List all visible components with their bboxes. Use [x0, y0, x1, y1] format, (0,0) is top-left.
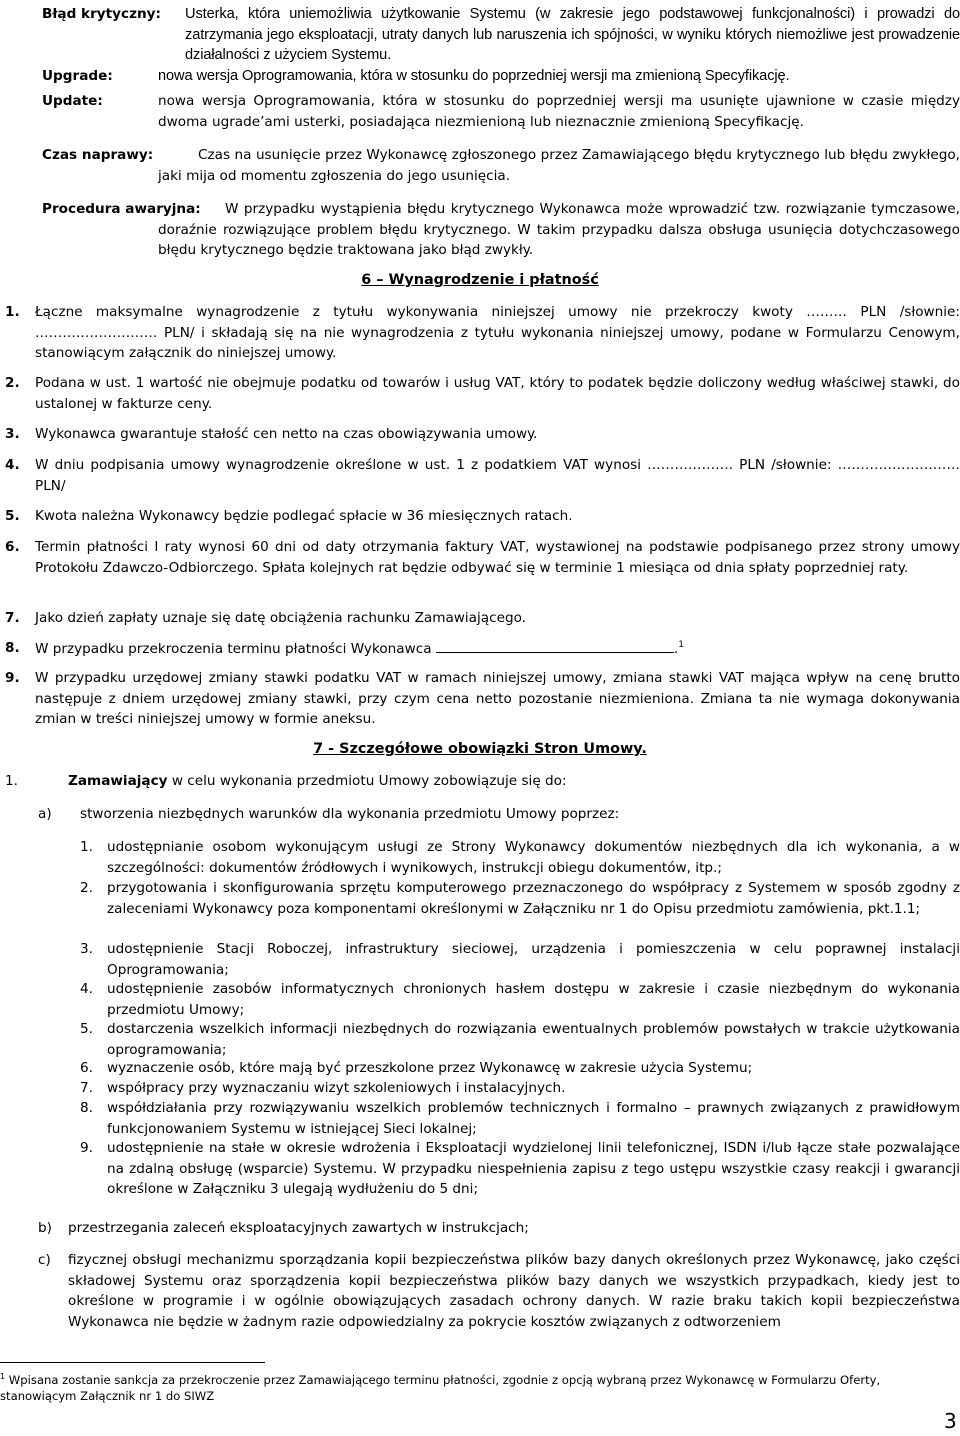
s7-sub-9-number: 9. [80, 1140, 93, 1156]
s7-sub-5-number: 5. [80, 1021, 93, 1037]
s7-sub-2-text: przygotowania i skonfigurowania sprzętu komputerowego przeznaczonego do współpracy z Systemem w sposób zgodny z zaleceniami Wykonawcy poza komponentami określonymi w Załączniku nr 1 do Opisu przedmiotu zamówienia, pkt.1.1; [107, 880, 960, 917]
s6-item-4-number: 4. [5, 457, 20, 473]
page-number: 3 [944, 1409, 957, 1433]
s7-sub-7-number: 7. [80, 1080, 93, 1096]
s6-item-8-number: 8. [5, 640, 20, 656]
s7-paragraph-1-line [68, 771, 960, 792]
s6-item-8-tail: . [673, 641, 679, 657]
footnote [0, 1372, 935, 1404]
definition-text-critical-error: Usterka, która uniemożliwia użytkowanie Systemu (w zakresie jego podstawowej funkcjonalności) i prowadzi do zatrzymania jego eksploatacji, utraty danych lub naruszenia ich spójności, w wyniku których niemożliwe jest prowadzenie działalności z użyciem Systemu. [185, 6, 960, 63]
s7-sub-5-text: dostarczenia wszelkich informacji niezbędnych do rozwiązania ewentualnych problemów powstałych w trakcie użytkowania oprogramowania; [107, 1021, 960, 1058]
s7-paragraph-1-number: 1. [5, 773, 18, 789]
s7-sub-4-text: udostępnienie zasobów informatycznych chronionych hasłem dostępu w zakresie i czasie niezbędnym do wykonania przedmiotu Umowy; [107, 981, 960, 1018]
s6-item-8-text: W przypadku przekroczenia terminu płatności Wykonawca [35, 641, 432, 657]
s6-item-3-number: 3. [5, 426, 20, 442]
s7-sub-8-number: 8. [80, 1100, 93, 1116]
definition-term-emergency-procedure: Procedura awaryjna: [42, 201, 201, 217]
s6-item-8-blank-line [436, 638, 674, 653]
s6-item-1-text: Łączne maksymalne wynagrodzenie z tytułu wykonywania niniejszej umowy nie przekroczy kwoty ……… PLN /słownie: ……………………… PLN/ i składają się na nie wynagrodzenia z tytułu wykonania niniejszej umowy, podane w Formularzu Cenowym, stanowiącym załącznik do niniejszej umowy. [35, 304, 960, 361]
s6-item-8-line [35, 638, 960, 660]
s7-a-label: a) [38, 806, 52, 822]
section-7-title: 7 - Szczegółowe obowiązki Stron Umowy. [313, 741, 647, 757]
footnote-mark: 1 [0, 1372, 6, 1381]
s7-sub-7-text: współpracy przy wyznaczaniu wizyt szkoleniowych i instalacyjnych. [107, 1080, 566, 1096]
s6-item-2-number: 2. [5, 375, 20, 391]
definition-term-upgrade: Upgrade: [42, 68, 113, 84]
s7-sub-4-number: 4. [80, 981, 93, 997]
s6-item-9-text: W przypadku urzędowej zmiany stawki podatku VAT w ramach niniejszej umowy, zmiana stawki VAT mająca wpływ na cenę brutto następuje z dniem urzędowej zmiany stawki, przy czym cena netto pozostanie niezmieniona. Zmiana ta nie wymaga dokonywania zmian w treści niniejszej umowy w formie aneksu. [35, 670, 960, 727]
definition-term-repair-time: Czas naprawy: [42, 147, 154, 163]
s7-a-text: stworzenia niezbędnych warunków dla wykonania przedmiotu Umowy poprzez: [80, 806, 620, 822]
s6-item-5-text: Kwota należna Wykonawcy będzie podlegać spłacie w 36 miesięcznych ratach. [35, 508, 573, 524]
s6-item-3-text: Wykonawca gwarantuje stałość cen netto na czas obowiązywania umowy. [35, 426, 538, 442]
s7-sub-9-text: udostępnienie na stałe w okresie wdrożenia i Eksploatacji wydzielonej linii telefonicznej, ISDN i/lub łącze stałe pozwalające na zdalną obsługę (wsparcie) Systemu. W przypadku niespełnienia zapisu z tego ustępu wszystkie czasy reakcji i gwarancji określone w Załączniku 3 ulegają wydłużeniu do 5 dni; [107, 1140, 960, 1197]
s7-c-text: fizycznej obsługi mechanizmu sporządzania kopii bezpieczeństwa plików bazy danych określonych przez Wykonawcę, jako części składowej Systemu oraz sporządzenia kopii bezpieczeństwa plików bazy danych we wszystkich przypadkach, kiedy jest to określone w programie i w ogólnie obowiązujących zasadach ochrony danych. W razie braku takich kopii bezpieczeństwa Wykonawca nie będzie w żadnym razie odpowiedzialny za pokrycie kosztów związanych z odtworzeniem [68, 1252, 960, 1330]
s7-sub-3-text: udostępnienie Stacji Roboczej, infrastruktury sieciowej, urządzenia i pomieszczenia w celu poprawnej instalacji Oprogramowania; [107, 941, 960, 978]
s6-item-9-number: 9. [5, 670, 20, 686]
definition-term-critical-error: Błąd krytyczny: [42, 6, 161, 22]
s7-sub-1-number: 1. [80, 839, 93, 855]
s6-item-1-number: 1. [5, 304, 20, 320]
s7-paragraph-1-text: w celu wykonania przedmiotu Umowy zobowiązuje się do: [167, 773, 567, 789]
footnote-separator [0, 1362, 265, 1363]
s7-sub-6-number: 6. [80, 1060, 93, 1076]
footnote-reference-1[interactable]: 1 [678, 640, 684, 650]
s7-b-label: b) [38, 1220, 52, 1236]
s6-item-2-text: Podana w ust. 1 wartość nie obejmuje podatku od towarów i usług VAT, który to podatek będzie doliczony według właściwej stawki, do ustalonej w fakturze ceny. [35, 375, 960, 412]
s7-b-text: przestrzegania zaleceń eksploatacyjnych zawartych w instrukcjach; [68, 1220, 529, 1236]
s7-sub-3-number: 3. [80, 941, 93, 957]
s7-sub-8-text: współdziałania przy rozwiązywaniu wszelkich problemów technicznych i formalno – prawnych związanych z prawidłowym funkcjonowaniem Systemu w istniejącej Sieci lokalnej; [107, 1100, 960, 1137]
s7-sub-2-number: 2. [80, 880, 93, 896]
s7-paragraph-1-subject: Zamawiający [68, 773, 168, 789]
s7-c-label: c) [38, 1252, 51, 1268]
s7-sub-6-text: wyznaczenie osób, które mają być przeszkolone przez Wykonawcę w zakresie użycia Systemu; [107, 1060, 753, 1076]
s6-item-6-number: 6. [5, 539, 20, 555]
s7-sub-1-text: udostępnianie osobom wykonującym usługi ze Strony Wykonawcy dokumentów niezbędnych dla ich wykonania, a w szczególności: dokumentów źródłowych i wynikowych, instrukcji obiegu dokumentów, itp.; [107, 839, 960, 876]
s6-item-7-text: Jako dzień zapłaty uznaje się datę obciążenia rachunku Zamawiającego. [35, 610, 526, 626]
s6-item-5-number: 5. [5, 508, 20, 524]
s6-item-6-text: Termin płatności I raty wynosi 60 dni od daty otrzymania faktury VAT, wystawionej na podstawie podpisanego przez strony umowy Protokołu Zdawczo-Odbiorczego. Spłata kolejnych rat będzie odbywać się w terminie 1 miesiąca od dnia spłaty poprzedniej raty. [35, 539, 960, 576]
footnote-text: Wpisana zostanie sankcja za przekroczenie przez Zamawiającego terminu płatności, zgodnie z opcją wybraną przez Wykonawcę w Formularzu Oferty, stanowiącym Załącznik nr 1 do SIWZ [0, 1373, 881, 1403]
definition-text-repair-time: Czas na usunięcie przez Wykonawcę zgłoszonego przez Zamawiającego błędu krytycznego lub błędu zwykłego, jaki mija od momentu zgłoszenia do jego usunięcia. [158, 147, 960, 184]
s6-item-4-text: W dniu podpisania umowy wynagrodzenie określone w ust. 1 z podatkiem VAT wynosi ………………. PLN /słownie: ……………………… PLN/ [35, 457, 960, 494]
definition-text-emergency-procedure: W przypadku wystąpienia błędu krytycznego Wykonawca może wprowadzić tzw. rozwiązanie tymczasowe, doraźnie rozwiązujące problem błędu krytycznego. W takim przypadku dalsza obsługa usunięcia dotychczasowego błędu krytycznego będzie traktowana jako błąd zwykły. [158, 201, 960, 258]
s6-item-7-number: 7. [5, 610, 20, 626]
definition-text-update: nowa wersja Oprogramowania, która w stosunku do poprzedniej wersji ma usunięte ujawnione w czasie między dwoma ugrade’ami usterki, posiadająca niezmienioną lub nieznacznie zmienioną Specyfikację. [158, 93, 960, 130]
definition-term-update: Update: [42, 93, 103, 109]
section-6-title: 6 – Wynagrodzenie i płatność [361, 272, 599, 288]
definition-text-upgrade: nowa wersja Oprogramowania, która w stosunku do poprzedniej wersji ma zmienioną Specyfikację. [158, 68, 790, 84]
